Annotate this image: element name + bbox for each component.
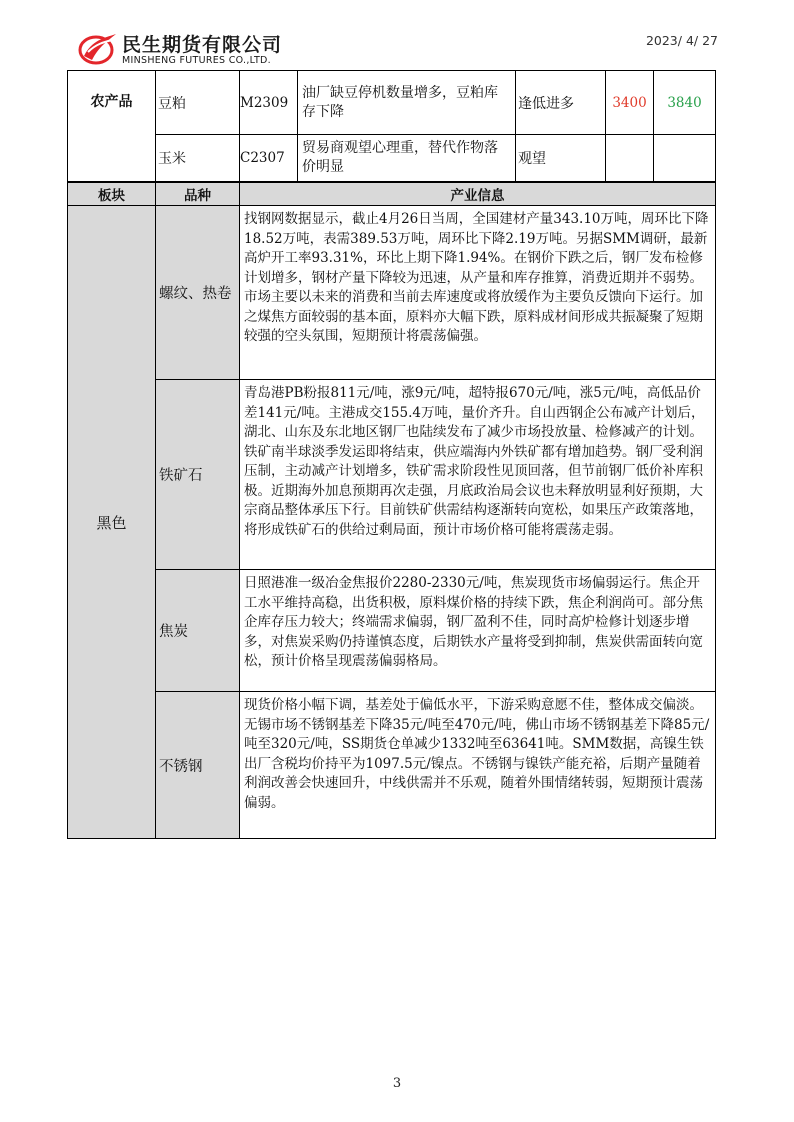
table-row (68, 206, 716, 380)
target-price-cell: 3840 (654, 71, 716, 135)
target-price-cell (654, 135, 716, 182)
strategy-cell: 逢低进多 (516, 71, 606, 135)
table-row (68, 135, 716, 182)
header-info: 产业信息 (240, 183, 716, 206)
variety-cell: 豆粕 (156, 71, 240, 135)
info-cell: 找钢网数据显示，截止4月26日当周，全国建材产量343.10万吨，周环比下降18.52万吨，表需389.53万吨，周环比下降2.19万吨。另据SMM调研，最新高炉开工率93.31%，环比上期下降1.94%。在钢价下跌之后，钢厂发布检修计划增多，钢材产量下降较为迅速，从产量和库存推算，消费近期并不弱势。市场主要以未来的消费和当前去库速度或将放缓作为主要负反馈向下运行。加之煤焦方面较弱的基本面，原料亦大幅下跌，原料成材间形成共振凝聚了短期较强的空头氛围，短期预计将震荡偏强。 (240, 206, 716, 380)
black-table (67, 182, 716, 839)
table-row (68, 692, 716, 839)
sector-cell: 农产品 (68, 71, 156, 182)
company-name-en: MINSHENG FUTURES CO.,LTD. (122, 55, 271, 66)
page-number: 3 (392, 1076, 402, 1091)
info-cell: 现货价格小幅下调，基差处于偏低水平，下游采购意愿不佳，整体成交偏淡。无锡市场不锈钢基差下降35元/吨至470元/吨，佛山市场不锈钢基差下降85元/吨至320元/吨，SS期货仓单减少1332吨至63641吨。SMM数据，高镍生铁出厂含税均价持平为1097.5元/镍点。不锈钢与镍铁产能充裕，后期产量随着利润改善会快速回升，中线供需并不乐观，随着外围情绪转弱，短期预计震荡偏弱。 (240, 692, 716, 839)
minsheng-logo-icon (78, 30, 118, 66)
variety-cell: 螺纹、热卷 (156, 206, 240, 380)
variety-cell: 焦炭 (156, 570, 240, 692)
table-row (68, 71, 716, 135)
entry-price-cell: 3400 (606, 71, 654, 135)
header-sector: 板块 (68, 183, 156, 206)
variety-cell: 铁矿石 (156, 380, 240, 570)
report-date: 2023/ 4/ 27 (645, 33, 718, 48)
table-header-row (68, 183, 716, 206)
info-cell: 贸易商观望心理重，替代作物落价明显 (298, 135, 516, 182)
contract-cell: C2307 (240, 135, 298, 182)
sector-cell: 黑色 (68, 206, 156, 839)
contract-cell: M2309 (240, 71, 298, 135)
entry-price-cell (606, 135, 654, 182)
strategy-cell: 观望 (516, 135, 606, 182)
table-row (68, 380, 716, 570)
table-row (68, 570, 716, 692)
variety-cell: 玉米 (156, 135, 240, 182)
agri-table (67, 70, 716, 182)
info-cell: 油厂缺豆停机数量增多，豆粕库存下降 (298, 71, 516, 135)
info-cell: 日照港准一级冶金焦报价2280-2330元/吨，焦炭现货市场偏弱运行。焦企开工水平维持高稳，出货积极，原料煤价格的持续下跌，焦企利润尚可。部分焦企库存压力较大；终端需求偏弱，钢厂盈利不佳，同时高炉检修计划逐步增多，对焦炭采购仍持谨慎态度，后期铁水产量将受到抑制，焦炭供需面转向宽松，预计价格呈现震荡偏弱格局。 (240, 570, 716, 692)
company-name-cn: 民生期货有限公司 (122, 34, 283, 56)
page-header (78, 28, 718, 68)
info-cell: 青岛港PB粉报811元/吨，涨9元/吨，超特报670元/吨，涨5元/吨，高低品价差141元/吨。主港成交155.4万吨，量价齐升。自山西钢企公布减产计划后，湖北、山东及东北地区钢厂也陆续发布了减少市场投放量、检修减产的计划。铁矿南半球淡季发运即将结束，供应端海内外铁矿都有增加趋势。钢厂受利润压制，主动减产计划增多，铁矿需求阶段性见顶回落，但节前钢厂低价补库积极。近期海外加息预期再次走强，月底政治局会议也未释放明显利好预期，大宗商品整体承压下行。目前铁矿供需结构逐渐转向宽松，如果压产政策落地，将形成铁矿石的供给过剩局面，预计市场价格可能将震荡走弱。 (240, 380, 716, 570)
variety-cell: 不锈钢 (156, 692, 240, 839)
header-variety: 品种 (156, 183, 240, 206)
